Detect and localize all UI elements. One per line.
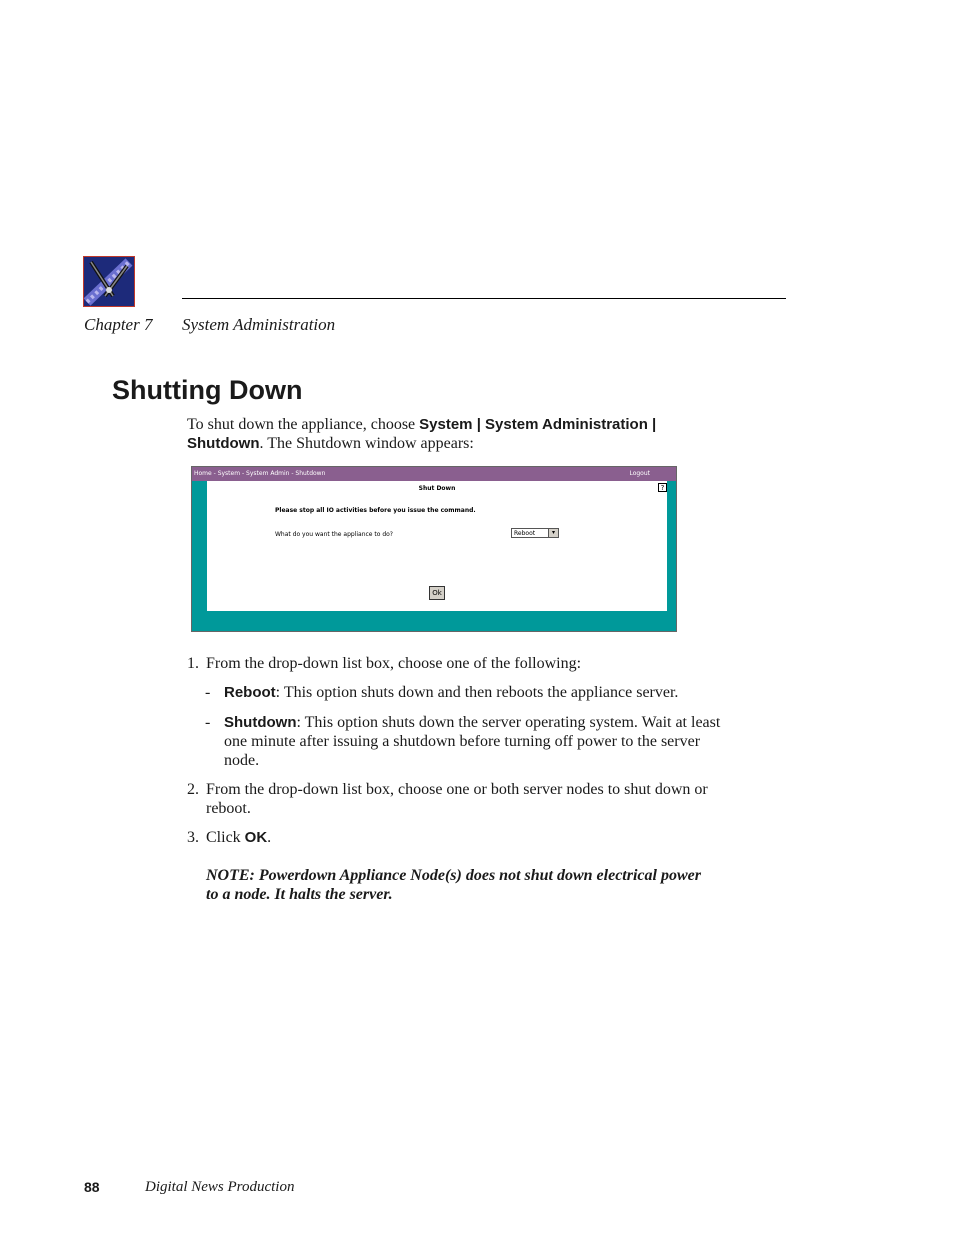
chapter-label: Chapter 7 <box>84 315 153 334</box>
warning-text: Please stop all IO activities before you issue the command. <box>275 507 476 514</box>
running-header <box>84 315 336 335</box>
window-title: Shut Down <box>418 485 456 492</box>
option-desc: : This option shuts down the server operating system. Wait at least one minute after issuing a shutdown before turning off power to the server node. <box>224 714 721 769</box>
action-select[interactable] <box>511 528 559 538</box>
option-desc: : This option shuts down and then reboots the appliance server. <box>275 684 679 701</box>
shutdown-window-screenshot <box>191 466 677 632</box>
action-select-value: Reboot <box>514 530 536 537</box>
note: NOTE: Powerdown Appliance Node(s) does not shut down electrical power to a node. It halts the server. <box>206 867 701 903</box>
step-text: From the drop-down list box, choose one of the following: <box>206 655 582 672</box>
book-title: Digital News Production <box>145 1179 295 1195</box>
menu-path: System | System Administration | Shutdown <box>187 416 657 452</box>
nav-bar <box>192 467 676 481</box>
option-name: Reboot <box>224 684 276 701</box>
help-icon[interactable]: ? <box>658 483 667 492</box>
step-text <box>206 828 726 847</box>
logout-link[interactable]: Logout <box>629 470 650 477</box>
option-name: Shutdown <box>224 714 297 731</box>
intro-text-end: . The Shutdown window appears: <box>259 435 474 452</box>
option-text <box>224 683 724 702</box>
shutdown-panel <box>207 481 667 611</box>
option-text <box>224 713 724 770</box>
list-dash: - <box>205 714 211 731</box>
step-number: 1. <box>187 655 199 672</box>
step-number: 2. <box>187 781 199 798</box>
ok-label: OK <box>244 829 268 846</box>
page-number: 88 <box>84 1179 100 1195</box>
ok-button[interactable]: Ok <box>429 586 445 600</box>
header-rule <box>182 298 786 299</box>
film-scissors-logo-icon <box>83 256 135 307</box>
chevron-down-icon[interactable]: ▾ <box>548 529 558 537</box>
breadcrumb[interactable]: Home - System - System Admin - Shutdown <box>194 470 326 477</box>
step-number: 3. <box>187 829 199 846</box>
intro-text: To shut down the appliance, choose <box>187 416 420 433</box>
step-text-before: Click <box>206 829 245 846</box>
section-title: Shutting Down <box>112 375 303 405</box>
step-text: From the drop-down list box, choose one or both server nodes to shut down or reboot. <box>206 781 708 817</box>
chapter-title: System Administration <box>182 315 336 334</box>
list-dash: - <box>205 684 211 701</box>
action-question: What do you want the appliance to do? <box>275 531 393 538</box>
intro-paragraph <box>187 415 727 453</box>
step-text-after: . <box>267 829 272 846</box>
